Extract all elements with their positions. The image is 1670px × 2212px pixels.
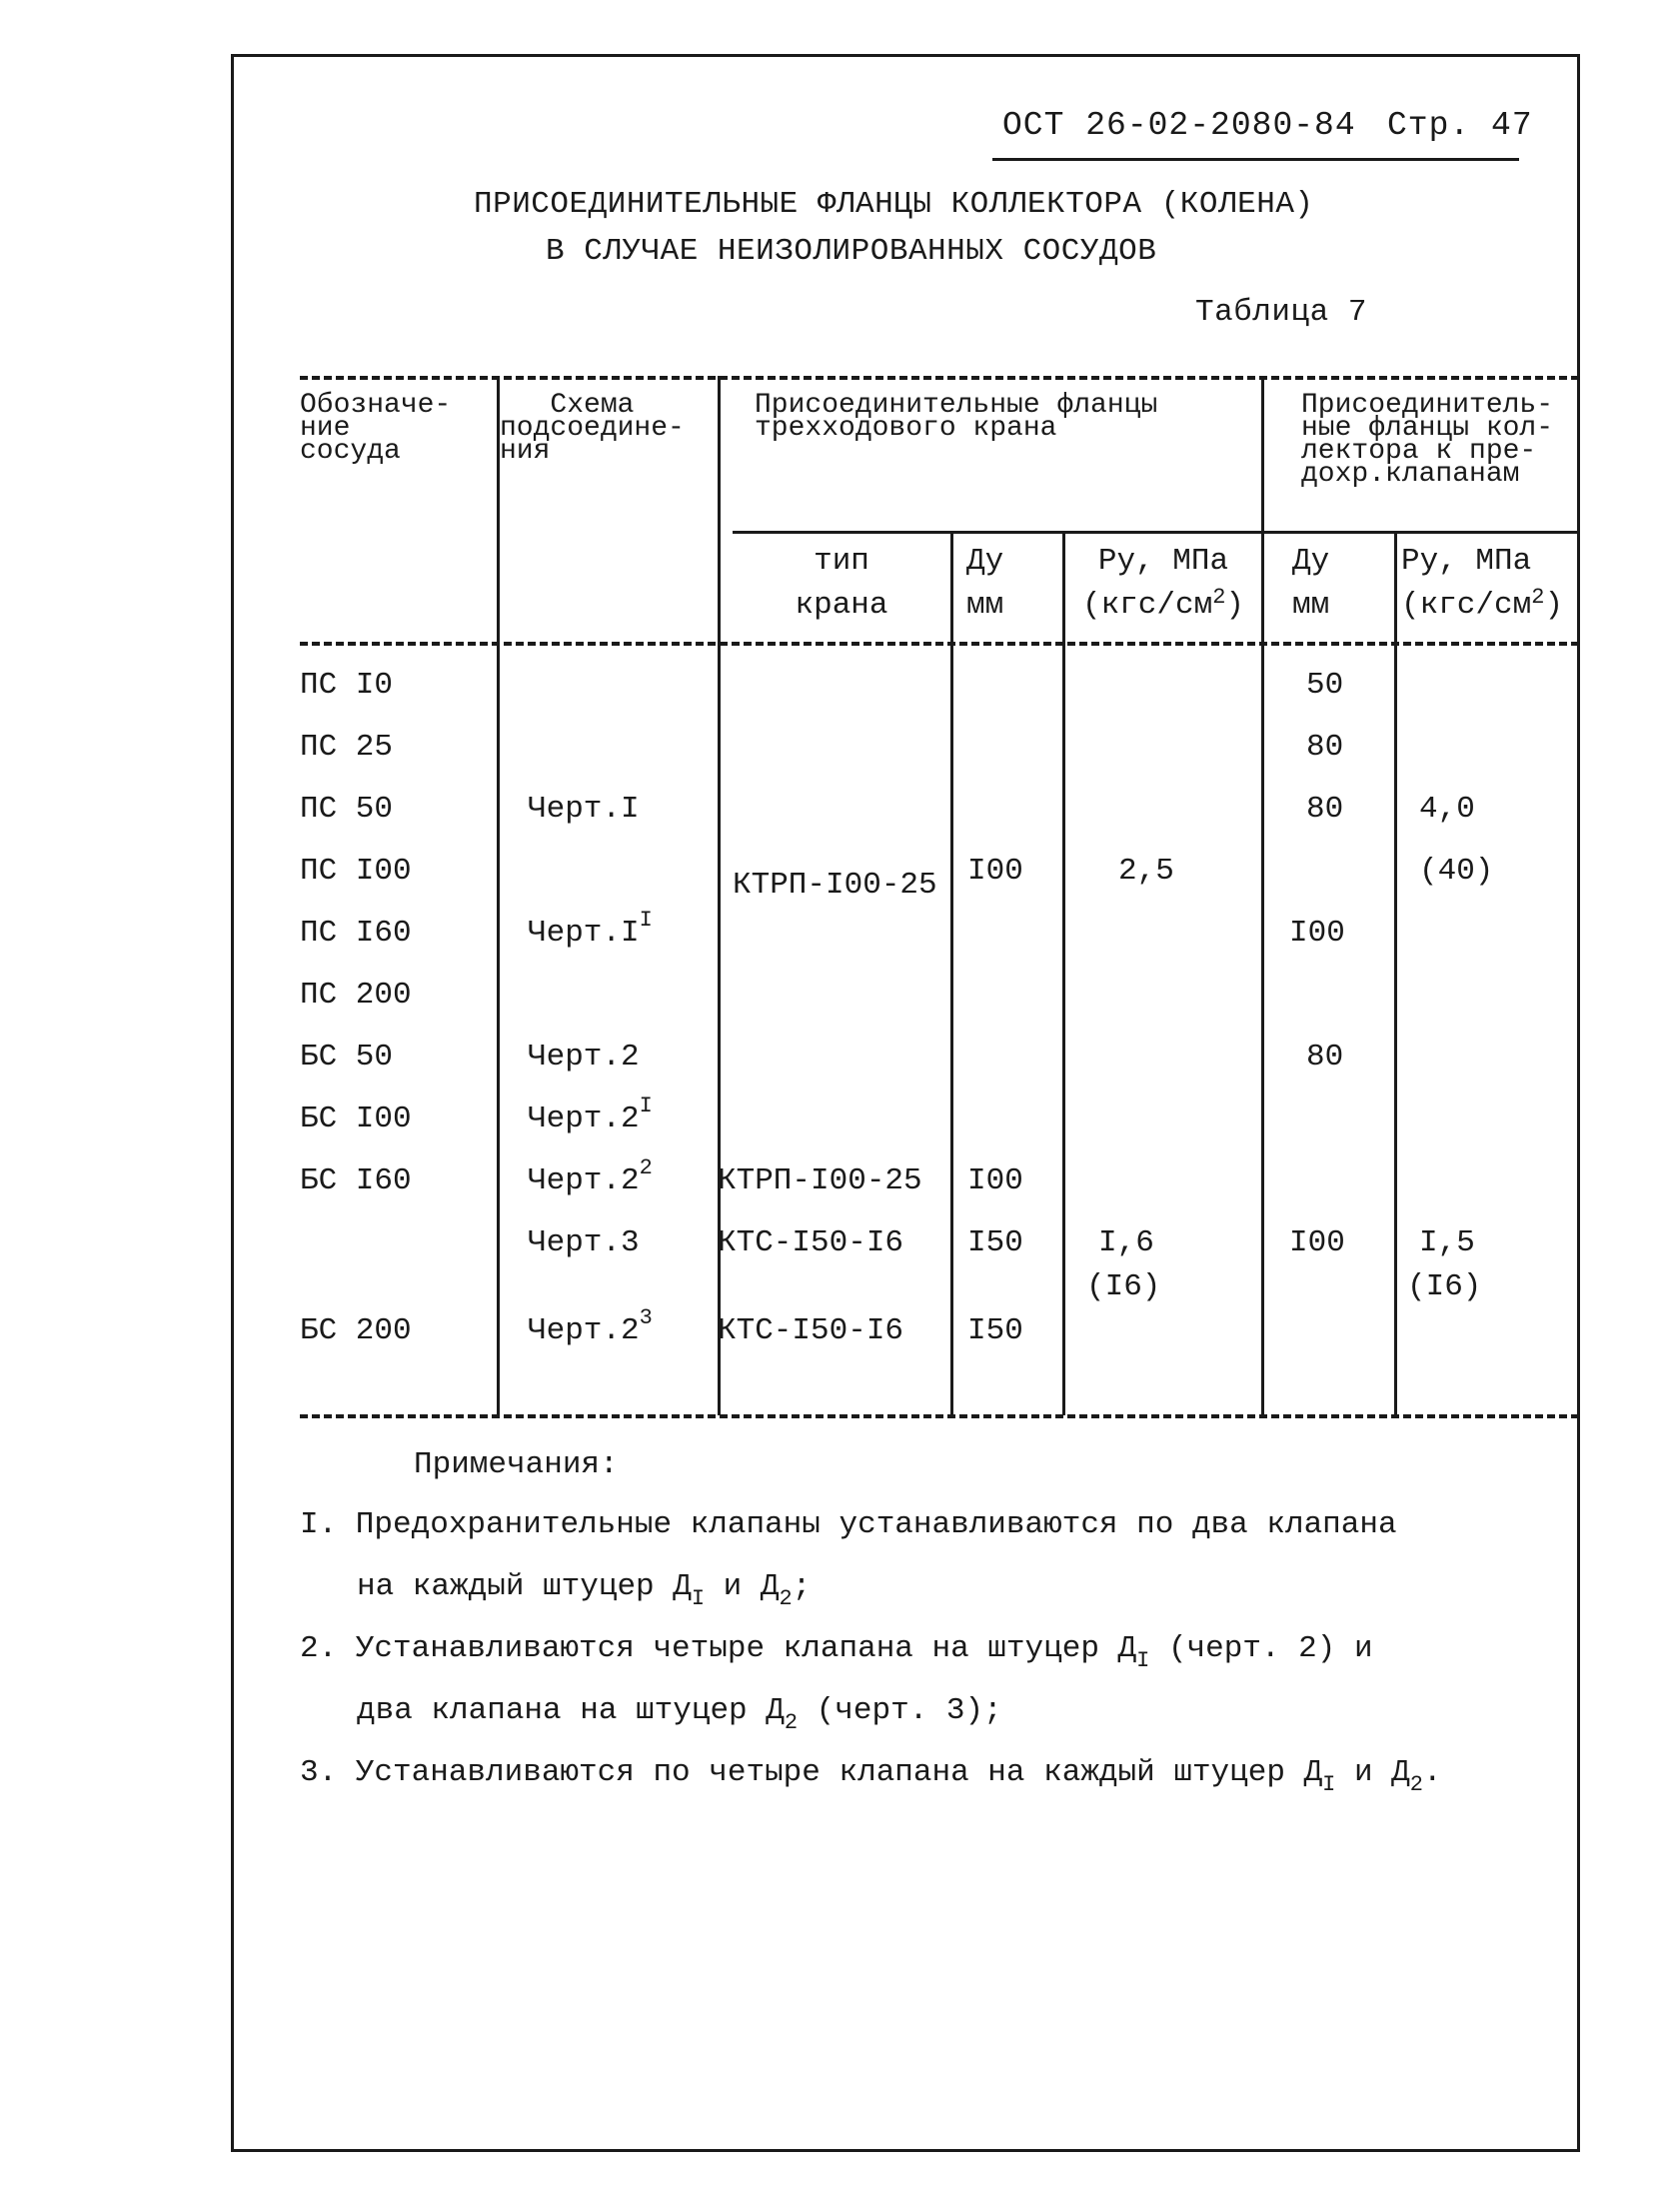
vessel-ps50: ПС 50 [300, 792, 394, 827]
note-2-line-2: два клапана на штуцер $Д_2$ (черт. 3); [357, 1693, 1002, 1735]
page-frame [231, 54, 1580, 2152]
table-label: Таблица 7 [1195, 295, 1367, 330]
du2-100-a: I00 [1289, 916, 1345, 951]
valve-kts-b: КТС-I50-I6 [718, 1313, 904, 1348]
valve-ktrp-b: КТРП-I00-25 [718, 1163, 922, 1198]
note-1-line-1: I. Предохранительные клапаны устанавливаются по два клапана [300, 1507, 1397, 1542]
col-divider-5 [1261, 376, 1264, 1415]
du2-80-b: 80 [1306, 792, 1344, 827]
vessel-bs200: БС 200 [300, 1313, 412, 1348]
title-line-1: ПРИСОЕДИНИТЕЛЬНЫЕ ФЛАНЦЫ КОЛЛЕКТОРА (КОЛЕНА) [474, 187, 1314, 222]
py-16: (I6) [1086, 1269, 1161, 1304]
col-head-du2: Ду мм [1292, 544, 1330, 623]
du2-80-a: 80 [1306, 730, 1344, 765]
header-bottom-rule [300, 642, 1579, 646]
py2-4-0: 4,0 [1419, 792, 1475, 827]
vessel-bs160: БС I60 [300, 1163, 412, 1198]
header-rule [992, 158, 1519, 161]
du-150-b: I50 [967, 1313, 1023, 1348]
du2-80-c: 80 [1306, 1040, 1344, 1075]
vessel-ps200: ПС 200 [300, 978, 412, 1013]
notes-heading: Примечания: [414, 1447, 619, 1482]
du-100-a: I00 [967, 854, 1023, 889]
col-head-py-line1: Ру, МПа [1097, 544, 1229, 579]
note-2-line-1: 2. Устанавливаются четыре клапана на штуцер $Д_I$ (черт. 2) и [300, 1631, 1373, 1673]
page-number: Стр. 47 [1387, 107, 1533, 144]
col-divider-6 [1394, 531, 1397, 1415]
scheme-cert-2-3: $Черт.2^3$ [528, 1305, 653, 1348]
py2-1-5: I,5 [1419, 1225, 1475, 1260]
scheme-cert-2-2: $Черт.2^2$ [528, 1155, 653, 1198]
py-1-6: I,6 [1098, 1225, 1154, 1260]
title-line-2: В СЛУЧАЕ НЕИЗОЛИРОВАННЫХ СОСУДОВ [546, 234, 1157, 269]
vessel-bs50: БС 50 [300, 1040, 394, 1075]
py2-16: (I6) [1407, 1269, 1482, 1304]
scheme-cert-2: Черт.2 [528, 1040, 640, 1075]
scheme-cert-3: Черт.3 [528, 1225, 640, 1260]
col-head-py2-line1: Ру, МПа [1401, 544, 1532, 579]
col-divider-1 [497, 376, 500, 1415]
table-bottom-rule [300, 1414, 1579, 1418]
col-head-py2-line2: $(кгс/см^2)$ [1401, 585, 1564, 623]
col-head-valve-group: Присоединительные фланцы трехходового крана [755, 390, 1158, 444]
note-3-line-1: 3. Устанавливаются по четыре клапана на каждый штуцер $Д_I$ и $Д_2$. [300, 1755, 1442, 1797]
col-head-du: Ду мм [966, 544, 1004, 623]
valve-kts-a: КТС-I50-I6 [718, 1225, 904, 1260]
col-head-valve-type: тип крана [795, 544, 888, 623]
py-2-5: 2,5 [1118, 854, 1174, 889]
note-1-line-2: на каждый штуцер $Д_I$ и $Д_2$; [357, 1569, 812, 1611]
du-150-a: I50 [967, 1225, 1023, 1260]
table-top-rule [300, 376, 1579, 380]
col-head-scheme: Схема подсоедине- ния [500, 390, 685, 467]
py2-40: (40) [1419, 854, 1494, 889]
subheader-rule [733, 531, 1579, 534]
du2-50: 50 [1306, 668, 1344, 703]
vessel-ps10: ПС I0 [300, 668, 394, 703]
valve-ktrp-a: КТРП-I00-25 [733, 868, 937, 903]
col-head-vessel: Обозначе- ние сосуда [300, 390, 452, 467]
col-divider-4 [1062, 531, 1065, 1415]
scheme-cert-1: Черт.I [528, 792, 640, 827]
scheme-cert-2-I: $Черт.2^I$ [528, 1094, 653, 1136]
vessel-ps160: ПС I60 [300, 916, 412, 951]
du2-100-b: I00 [1289, 1225, 1345, 1260]
col-head-collector-group: Присоединитель- ные фланцы кол- лектора к пре- дохр.клапанам [1301, 390, 1554, 490]
vessel-ps100: ПС I00 [300, 854, 412, 889]
vessel-ps25: ПС 25 [300, 730, 394, 765]
standard-number: ОСТ 26-02-2080-84 [1002, 107, 1356, 144]
du-100-b: I00 [967, 1163, 1023, 1198]
col-head-py-line2: $(кгс/см^2)$ [1081, 585, 1245, 623]
col-divider-3 [950, 531, 953, 1415]
col-head-py [1065, 540, 1261, 628]
vessel-bs100: БС I00 [300, 1102, 412, 1136]
col-head-py2 [1397, 540, 1583, 628]
scheme-cert-1-I: $Черт.I^I$ [528, 908, 653, 951]
